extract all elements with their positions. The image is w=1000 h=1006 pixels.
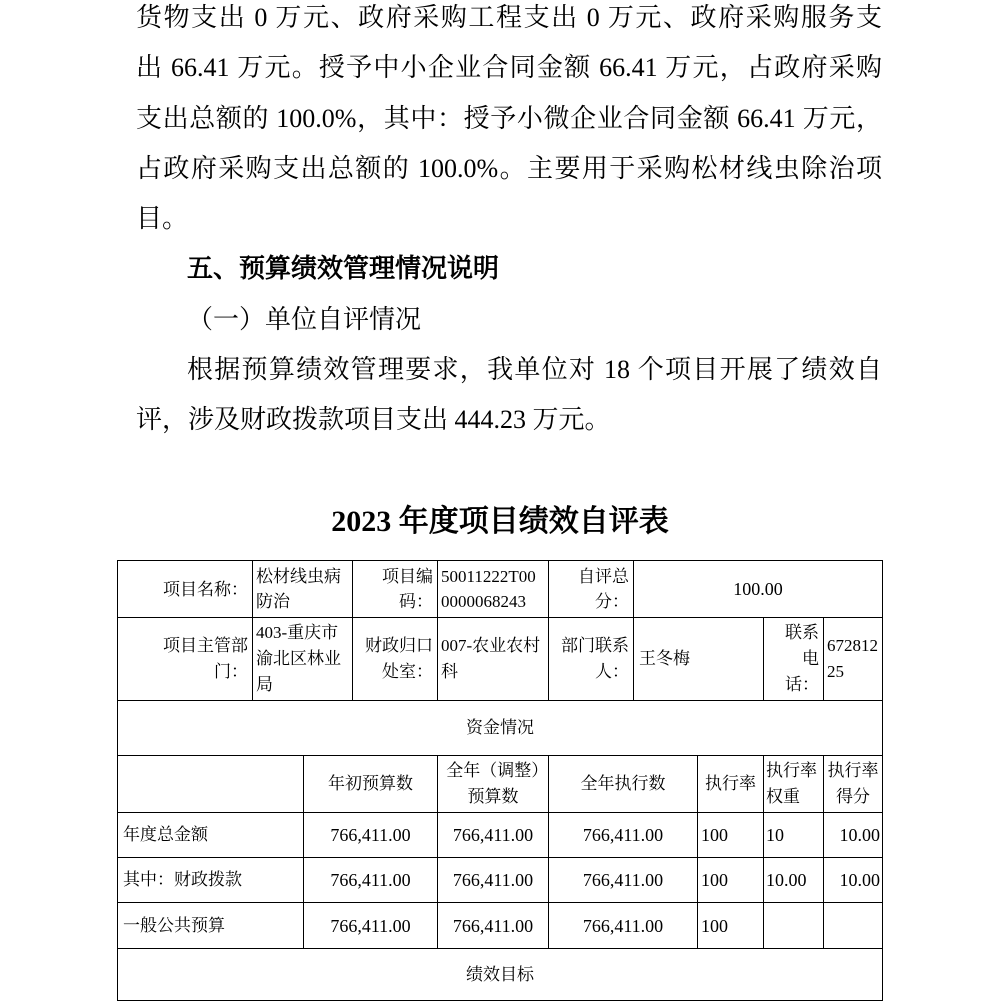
project-department-row xyxy=(118,618,883,701)
executed-cell: 766,411.00 xyxy=(549,813,698,858)
paragraph-line: 占政府采购支出总额的 100.0%。主要用于采购松材线虫除治项 xyxy=(136,153,882,183)
section-heading: 五、预算绩效管理情况说明 xyxy=(187,254,500,284)
paragraph-line: 支出总额的 100.0%，其中：授予小微企业合同金额 66.41 万元， xyxy=(136,103,882,133)
execution-rate-header: 执行率 xyxy=(698,756,764,813)
project-name-value: 松材线虫病防治 xyxy=(253,561,353,618)
project-name-label: 项目名称： xyxy=(118,561,253,618)
rate-weight-header: 执行率权重 xyxy=(764,756,824,813)
rate-score-header: 执行率得分 xyxy=(824,756,883,813)
paragraph-line: 货物支出 0 万元、政府采购工程支出 0 万元、政府采购服务支 xyxy=(136,3,882,32)
performance-evaluation-table xyxy=(117,560,883,1001)
rate-score-cell: 10.00 xyxy=(824,858,883,903)
performance-goals-row xyxy=(118,949,883,1001)
finance-office-label: 财政归口处室： xyxy=(353,618,438,701)
paragraph-line: 根据预算绩效管理要求，我单位对 18 个项目开展了绩效自 xyxy=(187,354,882,384)
execution-rate-cell: 100 xyxy=(698,903,764,949)
funding-header-blank xyxy=(118,756,304,813)
rate-weight-cell: 10.00 xyxy=(764,858,824,903)
contact-person-label: 部门联系人： xyxy=(549,618,634,701)
funding-row xyxy=(118,903,883,949)
adjusted-budget-cell: 766,411.00 xyxy=(438,903,549,949)
document-body xyxy=(136,0,882,445)
supervising-dept-label: 项目主管部门： xyxy=(118,618,253,701)
supervising-dept-value: 403-重庆市渝北区林业局 xyxy=(253,618,353,701)
execution-rate-cell: 100 xyxy=(698,813,764,858)
contact-person-value: 王冬梅 xyxy=(634,618,764,701)
initial-budget-cell: 766,411.00 xyxy=(304,903,438,949)
contact-phone-value: 67281225 xyxy=(824,618,883,701)
project-basic-row xyxy=(118,561,883,618)
project-code-value: 50011222T000000068243 xyxy=(438,561,549,618)
rate-score-cell: 10.00 xyxy=(824,813,883,858)
rate-weight-cell xyxy=(764,903,824,949)
executed-cell: 766,411.00 xyxy=(549,858,698,903)
paragraph-line: 评，涉及财政拨款项目支出 444.23 万元。 xyxy=(136,405,611,434)
executed-cell: 766,411.00 xyxy=(549,903,698,949)
initial-budget-cell: 766,411.00 xyxy=(304,858,438,903)
funding-row xyxy=(118,813,883,858)
funding-section-row xyxy=(118,701,883,756)
funding-section-title: 资金情况 xyxy=(118,701,883,756)
finance-office-value: 007-农业农村科 xyxy=(438,618,549,701)
self-score-value: 100.00 xyxy=(634,561,883,618)
contact-phone-label: 联系电话： xyxy=(764,618,824,701)
initial-budget-header: 年初预算数 xyxy=(304,756,438,813)
self-score-label: 自评总分： xyxy=(549,561,634,618)
funding-item: 一般公共预算 xyxy=(118,903,304,949)
funding-row xyxy=(118,858,883,903)
rate-score-cell xyxy=(824,903,883,949)
funding-item: 其中：财政拨款 xyxy=(118,858,304,903)
adjusted-budget-cell: 766,411.00 xyxy=(438,858,549,903)
paragraph-line: 目。 xyxy=(136,204,189,233)
funding-item: 年度总金额 xyxy=(118,813,304,858)
project-code-label: 项目编码： xyxy=(353,561,438,618)
table-title: 2023 年度项目绩效自评表 xyxy=(331,505,669,538)
initial-budget-cell: 766,411.00 xyxy=(304,813,438,858)
funding-header-row xyxy=(118,756,883,813)
subsection-heading: （一）单位自评情况 xyxy=(187,304,422,334)
paragraph-line: 出 66.41 万元。授予中小企业合同金额 66.41 万元，占政府采购 xyxy=(136,53,882,83)
execution-rate-cell: 100 xyxy=(698,858,764,903)
executed-header: 全年执行数 xyxy=(549,756,698,813)
adjusted-budget-header: 全年（调整）预算数 xyxy=(438,756,549,813)
performance-goals-title: 绩效目标 xyxy=(118,949,883,1001)
adjusted-budget-cell: 766,411.00 xyxy=(438,813,549,858)
rate-weight-cell: 10 xyxy=(764,813,824,858)
